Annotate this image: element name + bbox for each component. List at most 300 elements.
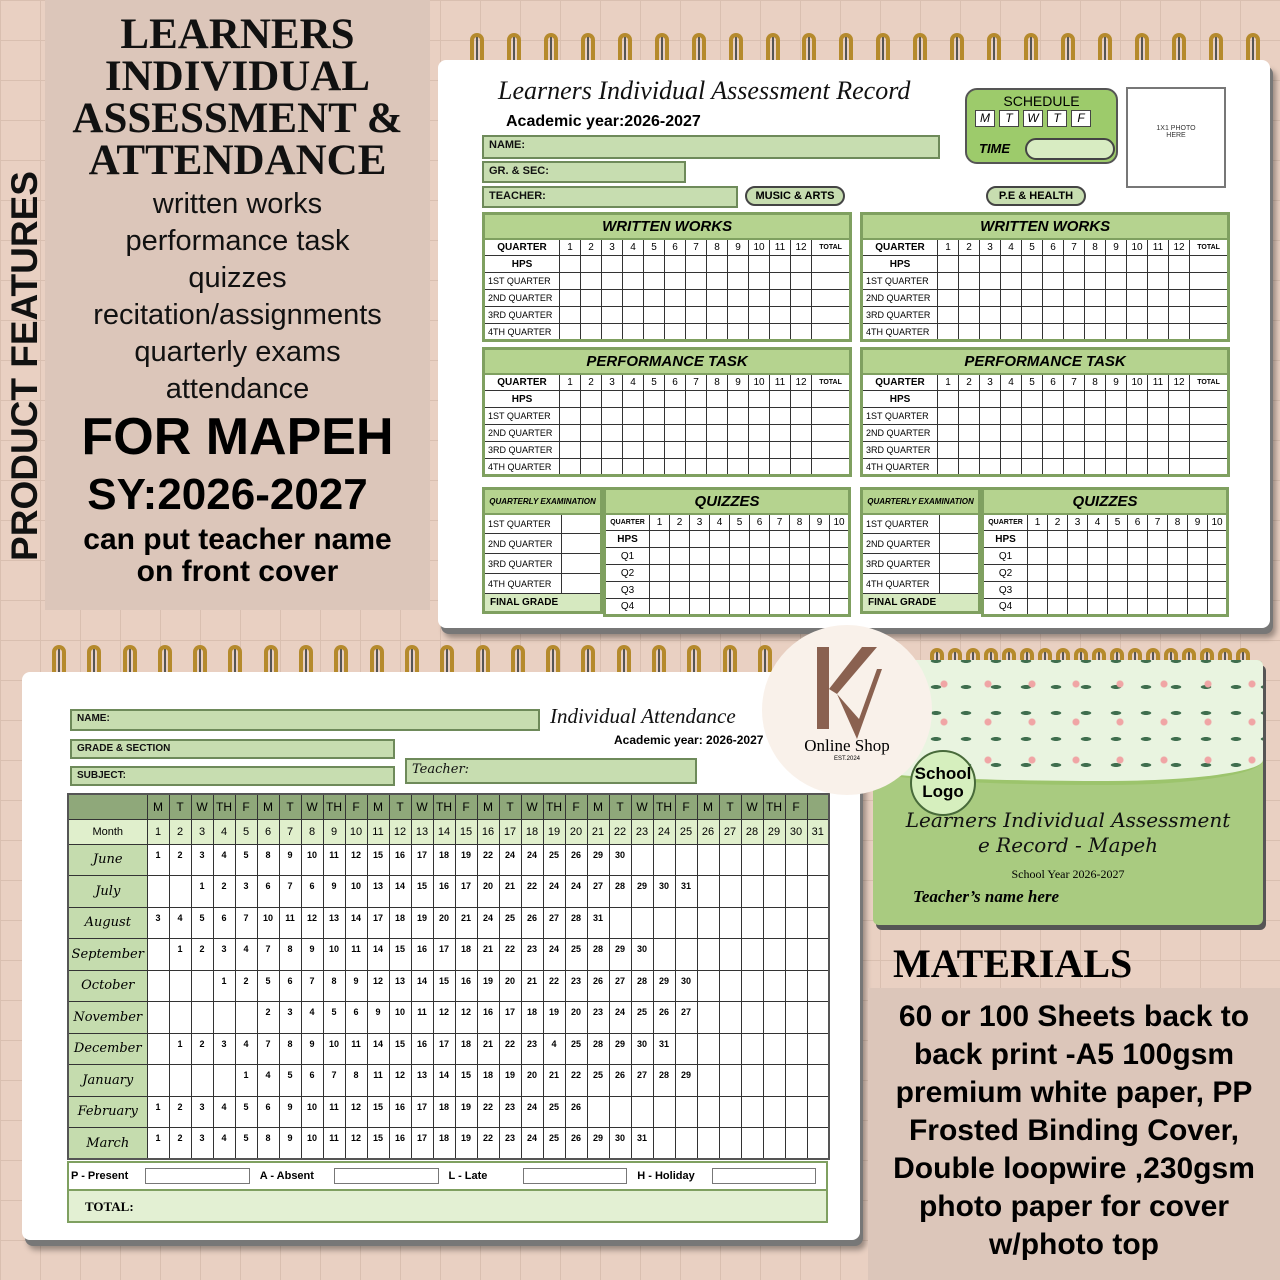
attendance-cell[interactable]: 17 — [433, 1033, 455, 1065]
attendance-cell[interactable]: 13 — [367, 876, 389, 908]
score-cell[interactable] — [1022, 459, 1043, 476]
score-cell[interactable] — [1068, 531, 1088, 548]
attendance-cell[interactable]: 27 — [675, 1002, 697, 1034]
attendance-cell[interactable] — [719, 970, 741, 1002]
score-cell[interactable] — [938, 273, 959, 290]
score-cell[interactable] — [749, 442, 770, 459]
score-cell[interactable] — [1001, 273, 1022, 290]
score-cell[interactable] — [730, 565, 750, 582]
score-cell[interactable] — [728, 391, 749, 408]
score-cell[interactable] — [1048, 548, 1068, 565]
attendance-cell[interactable]: 28 — [587, 939, 609, 971]
score-cell[interactable] — [730, 582, 750, 599]
score-cell[interactable] — [560, 324, 581, 341]
score-cell[interactable] — [1127, 459, 1148, 476]
attendance-cell[interactable]: 9 — [279, 844, 301, 876]
attendance-cell[interactable] — [147, 876, 169, 908]
score-cell[interactable] — [707, 408, 728, 425]
score-cell[interactable] — [1001, 459, 1022, 476]
attendance-cell[interactable]: 19 — [455, 1128, 477, 1160]
score-cell[interactable] — [1022, 256, 1043, 273]
attendance-cell[interactable] — [675, 939, 697, 971]
attendance-cell[interactable] — [169, 1002, 191, 1034]
score-cell[interactable] — [1022, 307, 1043, 324]
score-cell[interactable] — [980, 324, 1001, 341]
score-cell[interactable] — [770, 256, 791, 273]
score-cell[interactable] — [749, 391, 770, 408]
score-cell[interactable] — [560, 290, 581, 307]
attendance-cell[interactable] — [147, 1002, 169, 1034]
attendance-cell[interactable] — [697, 1033, 719, 1065]
score-cell[interactable] — [1085, 256, 1106, 273]
attendance-cell[interactable] — [763, 1096, 785, 1128]
attendance-cell[interactable]: 18 — [521, 1002, 543, 1034]
score-cell[interactable] — [1168, 565, 1188, 582]
score-cell[interactable] — [1190, 290, 1229, 307]
score-cell[interactable] — [1127, 324, 1148, 341]
attendance-cell[interactable] — [741, 844, 763, 876]
attendance-cell[interactable] — [807, 1002, 829, 1034]
score-cell[interactable] — [1001, 408, 1022, 425]
score-cell[interactable] — [710, 548, 730, 565]
attendance-cell[interactable] — [807, 1033, 829, 1065]
attendance-cell[interactable] — [741, 1128, 763, 1160]
attendance-cell[interactable]: 25 — [543, 1096, 565, 1128]
attendance-cell[interactable]: 2 — [169, 1128, 191, 1160]
score-cell[interactable] — [938, 256, 959, 273]
score-cell[interactable] — [959, 459, 980, 476]
score-cell[interactable] — [665, 408, 686, 425]
score-cell[interactable] — [1028, 531, 1048, 548]
score-cell[interactable] — [1001, 425, 1022, 442]
score-cell[interactable] — [1108, 582, 1128, 599]
attendance-cell[interactable] — [147, 1065, 169, 1097]
attendance-cell[interactable]: 10 — [301, 1096, 323, 1128]
attendance-cell[interactable]: 25 — [631, 1002, 653, 1034]
attendance-cell[interactable] — [763, 876, 785, 908]
score-cell[interactable] — [810, 599, 830, 616]
score-cell[interactable] — [1188, 599, 1208, 616]
score-cell[interactable] — [560, 307, 581, 324]
attendance-cell[interactable] — [631, 844, 653, 876]
attendance-cell[interactable]: 25 — [499, 907, 521, 939]
attendance-cell[interactable]: 25 — [543, 844, 565, 876]
attendance-cell[interactable]: 24 — [521, 844, 543, 876]
score-cell[interactable] — [665, 425, 686, 442]
score-cell[interactable] — [770, 459, 791, 476]
attendance-cell[interactable]: 12 — [455, 1002, 477, 1034]
attendance-cell[interactable] — [697, 970, 719, 1002]
schedule-day-checkbox[interactable]: W — [1023, 110, 1043, 127]
score-cell[interactable] — [959, 307, 980, 324]
attendance-cell[interactable]: 1 — [191, 876, 213, 908]
attendance-cell[interactable] — [807, 844, 829, 876]
attendance-cell[interactable]: 30 — [609, 1128, 631, 1160]
score-cell[interactable] — [1106, 459, 1127, 476]
attendance-cell[interactable]: 16 — [389, 1096, 411, 1128]
score-cell[interactable] — [686, 425, 707, 442]
attendance-cell[interactable]: 6 — [345, 1002, 367, 1034]
attendance-cell[interactable]: 21 — [521, 970, 543, 1002]
attendance-cell[interactable] — [169, 970, 191, 1002]
score-cell[interactable] — [812, 442, 851, 459]
attendance-cell[interactable]: 23 — [565, 970, 587, 1002]
attendance-cell[interactable]: 6 — [257, 1096, 279, 1128]
score-cell[interactable] — [1127, 273, 1148, 290]
attendance-cell[interactable]: 6 — [257, 876, 279, 908]
score-cell[interactable] — [1148, 273, 1169, 290]
score-cell[interactable] — [623, 442, 644, 459]
attendance-cell[interactable]: 12 — [345, 844, 367, 876]
attendance-cell[interactable]: 26 — [565, 1128, 587, 1160]
score-cell[interactable] — [623, 307, 644, 324]
teacher-field[interactable]: Teacher: — [405, 758, 697, 784]
score-cell[interactable] — [770, 442, 791, 459]
score-cell[interactable] — [665, 273, 686, 290]
score-cell[interactable] — [1043, 290, 1064, 307]
score-cell[interactable] — [1169, 273, 1190, 290]
score-cell[interactable] — [750, 548, 770, 565]
attendance-cell[interactable]: 10 — [301, 844, 323, 876]
score-cell[interactable] — [1208, 548, 1228, 565]
attendance-cell[interactable]: 5 — [191, 907, 213, 939]
attendance-cell[interactable]: 15 — [433, 970, 455, 1002]
attendance-cell[interactable]: 3 — [279, 1002, 301, 1034]
score-cell[interactable] — [710, 599, 730, 616]
score-cell[interactable] — [830, 582, 850, 599]
attendance-cell[interactable]: 5 — [235, 844, 257, 876]
attendance-cell[interactable]: 9 — [301, 939, 323, 971]
attendance-cell[interactable]: 22 — [499, 939, 521, 971]
score-cell[interactable] — [749, 425, 770, 442]
grade-section-field[interactable]: GRADE & SECTION — [70, 739, 395, 759]
score-cell[interactable] — [1169, 425, 1190, 442]
score-cell[interactable] — [940, 534, 980, 554]
attendance-cell[interactable] — [763, 907, 785, 939]
score-cell[interactable] — [1043, 442, 1064, 459]
score-cell[interactable] — [1043, 273, 1064, 290]
legend-input[interactable] — [145, 1168, 249, 1184]
score-cell[interactable] — [1068, 582, 1088, 599]
score-cell[interactable] — [665, 290, 686, 307]
score-cell[interactable] — [710, 582, 730, 599]
attendance-cell[interactable]: 30 — [609, 844, 631, 876]
attendance-cell[interactable]: 18 — [455, 939, 477, 971]
attendance-cell[interactable] — [653, 844, 675, 876]
score-cell[interactable] — [1106, 391, 1127, 408]
attendance-cell[interactable]: 4 — [213, 1128, 235, 1160]
attendance-cell[interactable] — [741, 1033, 763, 1065]
score-cell[interactable] — [1022, 290, 1043, 307]
score-cell[interactable] — [1169, 307, 1190, 324]
score-cell[interactable] — [790, 531, 810, 548]
score-cell[interactable] — [728, 256, 749, 273]
score-cell[interactable] — [665, 459, 686, 476]
attendance-cell[interactable]: 24 — [499, 844, 521, 876]
score-cell[interactable] — [812, 324, 851, 341]
attendance-cell[interactable] — [785, 1096, 807, 1128]
score-cell[interactable] — [1190, 425, 1229, 442]
attendance-cell[interactable]: 15 — [367, 1128, 389, 1160]
score-cell[interactable] — [1148, 531, 1168, 548]
score-cell[interactable] — [602, 408, 623, 425]
attendance-cell[interactable]: 27 — [587, 876, 609, 908]
score-cell[interactable] — [707, 256, 728, 273]
attendance-cell[interactable] — [807, 1065, 829, 1097]
attendance-cell[interactable]: 26 — [521, 907, 543, 939]
score-cell[interactable] — [1022, 408, 1043, 425]
score-cell[interactable] — [1169, 324, 1190, 341]
score-cell[interactable] — [959, 442, 980, 459]
score-cell[interactable] — [1022, 391, 1043, 408]
score-cell[interactable] — [728, 290, 749, 307]
attendance-cell[interactable]: 23 — [499, 1128, 521, 1160]
attendance-cell[interactable]: 7 — [323, 1065, 345, 1097]
score-cell[interactable] — [602, 290, 623, 307]
score-cell[interactable] — [1190, 442, 1229, 459]
attendance-cell[interactable] — [741, 970, 763, 1002]
attendance-cell[interactable] — [675, 1128, 697, 1160]
score-cell[interactable] — [938, 425, 959, 442]
name-field[interactable]: NAME: — [482, 135, 940, 159]
score-cell[interactable] — [707, 425, 728, 442]
score-cell[interactable] — [1190, 307, 1229, 324]
score-cell[interactable] — [770, 408, 791, 425]
name-field[interactable]: NAME: — [70, 709, 540, 731]
score-cell[interactable] — [1127, 290, 1148, 307]
attendance-cell[interactable]: 16 — [411, 1033, 433, 1065]
attendance-cell[interactable] — [719, 1128, 741, 1160]
attendance-cell[interactable]: 16 — [389, 844, 411, 876]
attendance-cell[interactable]: 25 — [587, 1065, 609, 1097]
attendance-cell[interactable] — [807, 907, 829, 939]
attendance-cell[interactable]: 3 — [191, 844, 213, 876]
score-cell[interactable] — [750, 531, 770, 548]
attendance-cell[interactable] — [785, 907, 807, 939]
attendance-cell[interactable]: 21 — [543, 1065, 565, 1097]
score-cell[interactable] — [730, 599, 750, 616]
score-cell[interactable] — [690, 599, 710, 616]
attendance-cell[interactable] — [147, 970, 169, 1002]
attendance-cell[interactable] — [719, 844, 741, 876]
attendance-cell[interactable] — [741, 907, 763, 939]
score-cell[interactable] — [1088, 565, 1108, 582]
score-cell[interactable] — [602, 273, 623, 290]
attendance-cell[interactable]: 23 — [587, 1002, 609, 1034]
attendance-cell[interactable]: 20 — [565, 1002, 587, 1034]
attendance-cell[interactable]: 5 — [323, 1002, 345, 1034]
attendance-cell[interactable]: 20 — [499, 970, 521, 1002]
score-cell[interactable] — [1168, 582, 1188, 599]
score-cell[interactable] — [686, 408, 707, 425]
attendance-cell[interactable]: 2 — [169, 844, 191, 876]
attendance-cell[interactable]: 2 — [213, 876, 235, 908]
score-cell[interactable] — [938, 442, 959, 459]
attendance-cell[interactable]: 26 — [587, 970, 609, 1002]
score-cell[interactable] — [1048, 599, 1068, 616]
score-cell[interactable] — [1088, 599, 1108, 616]
attendance-cell[interactable] — [675, 1033, 697, 1065]
attendance-cell[interactable]: 3 — [191, 1096, 213, 1128]
score-cell[interactable] — [1068, 548, 1088, 565]
attendance-cell[interactable]: 27 — [609, 970, 631, 1002]
attendance-cell[interactable]: 11 — [345, 1033, 367, 1065]
attendance-cell[interactable]: 4 — [257, 1065, 279, 1097]
score-cell[interactable] — [560, 442, 581, 459]
score-cell[interactable] — [1064, 408, 1085, 425]
attendance-cell[interactable]: 28 — [653, 1065, 675, 1097]
attendance-cell[interactable]: 29 — [587, 1128, 609, 1160]
attendance-cell[interactable]: 9 — [367, 1002, 389, 1034]
score-cell[interactable] — [812, 408, 851, 425]
score-cell[interactable] — [560, 425, 581, 442]
score-cell[interactable] — [1188, 582, 1208, 599]
attendance-cell[interactable]: 7 — [279, 876, 301, 908]
attendance-cell[interactable]: 11 — [279, 907, 301, 939]
score-cell[interactable] — [980, 256, 1001, 273]
score-cell[interactable] — [980, 307, 1001, 324]
attendance-cell[interactable]: 16 — [389, 1128, 411, 1160]
score-cell[interactable] — [1190, 273, 1229, 290]
attendance-cell[interactable] — [631, 907, 653, 939]
score-cell[interactable] — [980, 290, 1001, 307]
attendance-cell[interactable]: 21 — [455, 907, 477, 939]
score-cell[interactable] — [560, 459, 581, 476]
attendance-cell[interactable]: 23 — [499, 1096, 521, 1128]
attendance-cell[interactable]: 19 — [543, 1002, 565, 1034]
attendance-cell[interactable]: 22 — [477, 844, 499, 876]
score-cell[interactable] — [791, 290, 812, 307]
score-cell[interactable] — [1188, 565, 1208, 582]
score-cell[interactable] — [1190, 408, 1229, 425]
score-cell[interactable] — [1043, 307, 1064, 324]
subject-field[interactable]: SUBJECT: — [70, 766, 395, 786]
score-cell[interactable] — [791, 425, 812, 442]
attendance-cell[interactable]: 3 — [213, 1033, 235, 1065]
attendance-cell[interactable]: 18 — [455, 1033, 477, 1065]
score-cell[interactable] — [1088, 531, 1108, 548]
attendance-cell[interactable] — [763, 1065, 785, 1097]
attendance-cell[interactable] — [741, 1065, 763, 1097]
attendance-cell[interactable]: 16 — [433, 876, 455, 908]
attendance-cell[interactable]: 4 — [169, 907, 191, 939]
attendance-cell[interactable]: 30 — [653, 876, 675, 908]
score-cell[interactable] — [750, 599, 770, 616]
attendance-cell[interactable]: 5 — [279, 1065, 301, 1097]
score-cell[interactable] — [770, 582, 790, 599]
attendance-cell[interactable]: 3 — [191, 1128, 213, 1160]
score-cell[interactable] — [1043, 256, 1064, 273]
score-cell[interactable] — [730, 548, 750, 565]
attendance-cell[interactable]: 30 — [631, 1033, 653, 1065]
score-cell[interactable] — [812, 256, 851, 273]
attendance-cell[interactable]: 20 — [477, 876, 499, 908]
score-cell[interactable] — [938, 408, 959, 425]
score-cell[interactable] — [644, 256, 665, 273]
score-cell[interactable] — [710, 565, 730, 582]
score-cell[interactable] — [1085, 408, 1106, 425]
score-cell[interactable] — [938, 391, 959, 408]
score-cell[interactable] — [1085, 290, 1106, 307]
score-cell[interactable] — [812, 273, 851, 290]
attendance-cell[interactable]: 13 — [389, 970, 411, 1002]
score-cell[interactable] — [1127, 442, 1148, 459]
score-cell[interactable] — [749, 290, 770, 307]
score-cell[interactable] — [791, 442, 812, 459]
attendance-cell[interactable]: 19 — [411, 907, 433, 939]
attendance-cell[interactable] — [719, 939, 741, 971]
score-cell[interactable] — [623, 425, 644, 442]
attendance-cell[interactable]: 17 — [411, 1096, 433, 1128]
attendance-cell[interactable] — [741, 1002, 763, 1034]
score-cell[interactable] — [980, 425, 1001, 442]
attendance-cell[interactable]: 28 — [565, 907, 587, 939]
attendance-cell[interactable] — [697, 907, 719, 939]
attendance-cell[interactable]: 19 — [455, 1096, 477, 1128]
score-cell[interactable] — [1208, 582, 1228, 599]
score-cell[interactable] — [1148, 324, 1169, 341]
teacher-field[interactable]: TEACHER: — [482, 186, 738, 208]
score-cell[interactable] — [812, 391, 851, 408]
score-cell[interactable] — [940, 514, 980, 534]
attendance-cell[interactable] — [785, 1065, 807, 1097]
score-cell[interactable] — [581, 324, 602, 341]
score-cell[interactable] — [749, 459, 770, 476]
attendance-cell[interactable] — [785, 970, 807, 1002]
attendance-cell[interactable] — [653, 939, 675, 971]
score-cell[interactable] — [959, 324, 980, 341]
attendance-cell[interactable]: 8 — [323, 970, 345, 1002]
score-cell[interactable] — [644, 425, 665, 442]
score-cell[interactable] — [707, 391, 728, 408]
attendance-cell[interactable]: 8 — [279, 939, 301, 971]
schedule-day-checkbox[interactable]: M — [975, 110, 995, 127]
score-cell[interactable] — [749, 324, 770, 341]
score-cell[interactable] — [623, 256, 644, 273]
attendance-cell[interactable]: 22 — [477, 1128, 499, 1160]
attendance-cell[interactable]: 8 — [279, 1033, 301, 1065]
attendance-cell[interactable] — [697, 1096, 719, 1128]
legend-input[interactable] — [712, 1168, 816, 1184]
attendance-cell[interactable] — [169, 1065, 191, 1097]
score-cell[interactable] — [644, 391, 665, 408]
score-cell[interactable] — [1148, 548, 1168, 565]
score-cell[interactable] — [1068, 599, 1088, 616]
attendance-cell[interactable]: 10 — [323, 1033, 345, 1065]
score-cell[interactable] — [1127, 425, 1148, 442]
attendance-cell[interactable]: 3 — [235, 876, 257, 908]
attendance-cell[interactable]: 17 — [411, 1128, 433, 1160]
score-cell[interactable] — [770, 531, 790, 548]
score-cell[interactable] — [686, 273, 707, 290]
score-cell[interactable] — [1085, 273, 1106, 290]
score-cell[interactable] — [581, 273, 602, 290]
score-cell[interactable] — [560, 256, 581, 273]
score-cell[interactable] — [791, 391, 812, 408]
attendance-cell[interactable]: 6 — [213, 907, 235, 939]
attendance-cell[interactable]: 31 — [631, 1128, 653, 1160]
attendance-cell[interactable]: 25 — [565, 1033, 587, 1065]
attendance-cell[interactable]: 4 — [213, 1096, 235, 1128]
attendance-cell[interactable]: 21 — [477, 939, 499, 971]
score-cell[interactable] — [728, 459, 749, 476]
score-cell[interactable] — [1128, 565, 1148, 582]
score-cell[interactable] — [1108, 565, 1128, 582]
score-cell[interactable] — [1085, 442, 1106, 459]
score-cell[interactable] — [1169, 408, 1190, 425]
legend-input[interactable] — [523, 1168, 627, 1184]
attendance-cell[interactable] — [675, 907, 697, 939]
